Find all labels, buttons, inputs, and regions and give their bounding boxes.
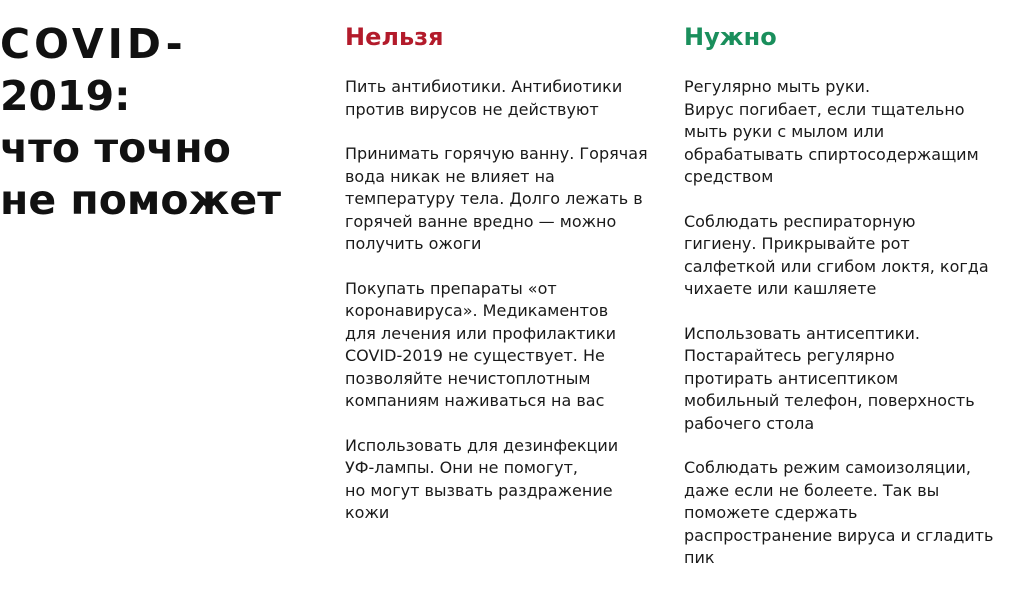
list-item-line: УФ-лампы. Они не помогут,: [345, 458, 578, 477]
list-item: [684, 323, 1019, 436]
list-item: [684, 457, 1019, 570]
list-item-line: температуру тела. Долго лежать в: [345, 189, 643, 208]
list-item-line: обрабатывать спиртосодержащим: [684, 144, 979, 164]
do-column: [684, 22, 1019, 592]
list-item-line: чихаете или кашляете: [684, 279, 877, 298]
do-heading: Нужно: [684, 23, 777, 51]
list-item: [684, 76, 1019, 189]
list-item-line: Вирус погибает, если тщательно: [684, 99, 965, 119]
title-line: COVID-: [0, 20, 187, 68]
list-item-line: мобильный телефон, поверхность: [684, 391, 975, 410]
title-line: 2019:: [0, 72, 131, 120]
list-item-line: горячей ванне вредно — можно: [345, 211, 617, 231]
list-item-line: средством: [684, 167, 774, 186]
list-item-line: рабочего стола: [684, 413, 815, 433]
list-item-line: Регулярно мыть руки.: [684, 77, 871, 96]
list-item-line: салфеткой или сгибом локтя, когда: [684, 256, 989, 276]
list-item-line: Покупать препараты «от: [345, 278, 557, 298]
list-item-line: Пить антибиотики. Антибиотики: [345, 77, 623, 96]
list-item-line: против вирусов не действуют: [345, 99, 599, 119]
title-line: что точно: [0, 124, 231, 172]
dont-heading: Нельзя: [345, 23, 444, 51]
list-item-line: Соблюдать режим самоизоляции,: [684, 458, 971, 477]
list-item-line: для лечения или профилактики: [345, 323, 617, 343]
list-item-line: вода никак не влияет на: [345, 166, 555, 186]
list-item: [345, 278, 675, 413]
list-item: [684, 211, 1019, 301]
dont-column: [345, 22, 675, 547]
list-item-line: мыть руки с мылом или: [684, 122, 885, 141]
list-item-line: распространение вируса и сгладить: [684, 525, 994, 545]
list-item: [345, 435, 675, 525]
dont-list: [345, 76, 675, 525]
list-item-line: но могут вызвать раздражение: [345, 480, 613, 500]
list-item-line: протирать антисептиком: [684, 368, 899, 388]
list-item-line: гигиену. Прикрывайте рот: [684, 234, 910, 253]
list-item: [345, 76, 675, 121]
list-item-line: поможете сдержать: [684, 503, 858, 522]
title-line: не поможет: [0, 176, 281, 224]
list-item-line: пик: [684, 548, 715, 567]
list-item-line: даже если не болеете. Так вы: [684, 480, 940, 500]
list-item-line: Принимать горячую ванну. Горячая: [345, 144, 648, 163]
list-item-line: коронавируса». Медикаментов: [345, 301, 609, 320]
do-list: [684, 76, 1019, 570]
list-item-line: Постарайтесь регулярно: [684, 346, 895, 365]
list-item-line: Соблюдать респираторную: [684, 211, 916, 231]
list-item-line: Использовать для дезинфекции: [345, 435, 619, 455]
list-item-line: позволяйте нечистоплотным: [345, 368, 591, 388]
list-item-line: получить ожоги: [345, 234, 482, 253]
list-item-line: COVID-2019 не существует. Не: [345, 346, 605, 365]
list-item-line: Использовать антисептики.: [684, 323, 920, 343]
page-title: [0, 18, 320, 226]
list-item: [345, 143, 675, 256]
list-item-line: кожи: [345, 503, 390, 522]
list-item-line: компаниям наживаться на вас: [345, 391, 605, 410]
